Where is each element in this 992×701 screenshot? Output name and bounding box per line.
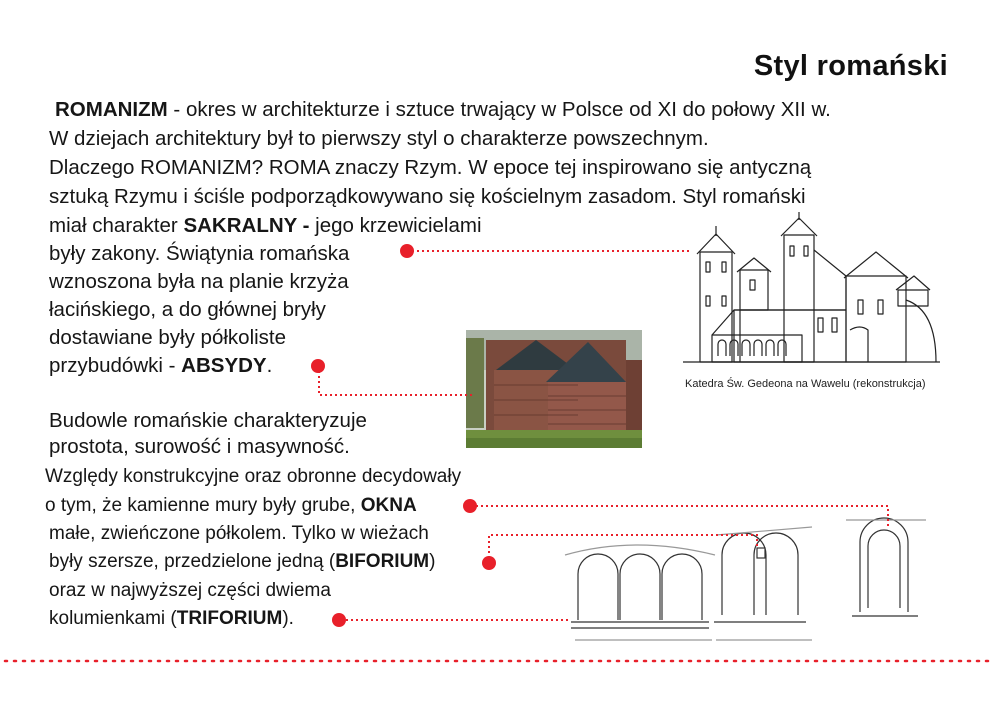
page-title: Styl romański: [753, 50, 948, 82]
keyword: SAKRALNY -: [183, 214, 310, 237]
text-line: Względy konstrukcyjne oraz obronne decydowały: [45, 466, 462, 487]
connector-line: [476, 506, 888, 528]
text-line: Budowle romańskie charakteryzuje: [49, 409, 367, 432]
text-line: kolumienkami (TRIFORIUM).: [49, 608, 294, 629]
okna-marker-dot: [463, 499, 477, 513]
biforium-sketch: [714, 527, 812, 640]
cathedral-sketch: [683, 212, 940, 362]
absydy-marker-dot: [311, 359, 325, 373]
keyword: ROMANIZM: [55, 98, 168, 121]
triforium-marker-dot: [332, 613, 346, 627]
text-line: małe, zwieńczone półkolem. Tylko w wieżach: [49, 523, 429, 544]
keyword: BIFORIUM: [335, 551, 430, 572]
text-line: dostawiane były półkoliste: [49, 326, 287, 349]
connector-line: [319, 366, 475, 395]
text-line: wznoszona była na planie krzyża: [49, 270, 349, 293]
triforium-sketch: [565, 545, 715, 640]
text-line: miał charakter SAKRALNY - jego krzewicielami: [49, 214, 482, 237]
text-line: prostota, surowość i masywność.: [49, 435, 350, 458]
keyword: ABSYDY: [181, 354, 267, 377]
window-sketch: [846, 518, 926, 616]
text-line: o tym, że kamienne mury były grube, OKNA: [45, 495, 417, 516]
text-line: ROMANIZM - okres w architekturze i sztuce trwający w Polsce od XI do połowy XII w.: [55, 98, 831, 121]
text-line: sztuką Rzymu i ściśle podporządkowywano się kościelnym zasadom. Styl romański: [49, 185, 806, 208]
text-line: łacińskiego, a do głównej bryły: [49, 298, 326, 321]
text-line: Dlaczego ROMANIZM? ROMA znaczy Rzym. W epoce tej inspirowano się antyczną: [49, 156, 812, 179]
keyword: OKNA: [360, 495, 417, 516]
absyda-marker-dot: [400, 244, 414, 258]
text-line: były zakony. Świątynia romańska: [49, 242, 350, 265]
cathedral-caption: Katedra Św. Gedeona na Wawelu (rekonstrukcja): [685, 378, 926, 390]
text-line: przybudówki - ABSYDY.: [49, 354, 273, 377]
text-line: W dziejach architektury był to pierwszy styl o charakterze powszechnym.: [49, 127, 709, 150]
biforium-marker-dot: [482, 556, 496, 570]
keyword: TRIFORIUM: [176, 608, 283, 629]
text-line: były szersze, przedzielone jedną (BIFORIUM): [49, 551, 436, 572]
text-line: oraz w najwyższej części dwiema: [49, 580, 331, 601]
connector-line: [489, 535, 757, 563]
